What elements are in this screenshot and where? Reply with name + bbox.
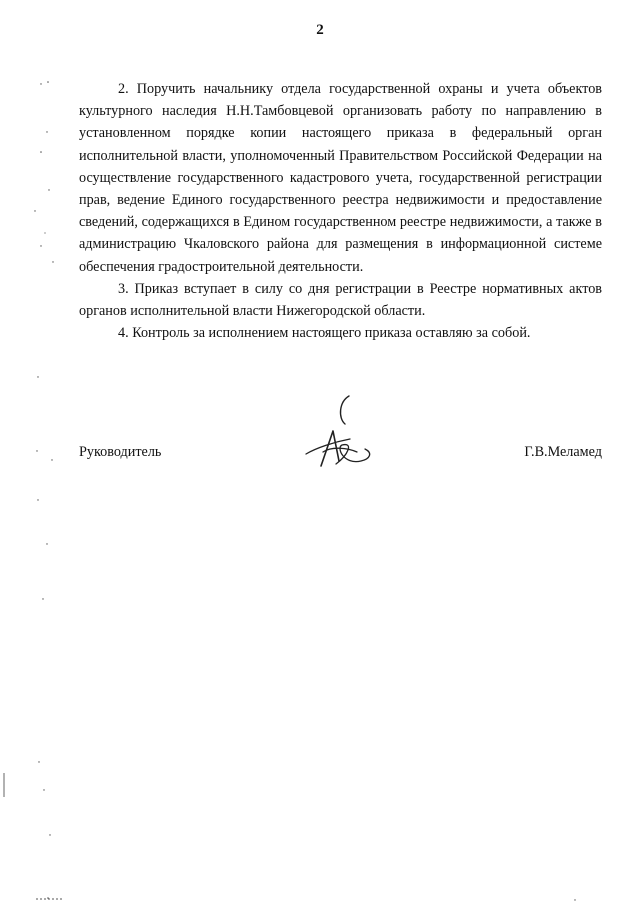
paragraph-item-4: 4. Контроль за исполнением настоящего приказа оставляю за собой. [118, 325, 531, 342]
document-body [79, 78, 602, 344]
paragraph-item-3: 3. Приказ вступает в силу со дня регистрации в Реестре нормативных актов органов исполнительной власти Нижегородской области. [79, 280, 602, 320]
paragraph-item-2: 2. Поручить начальнику отдела государственной охраны и учета объектов культурного наследия Н.Н.Тамбовцевой организовать работу по направлению в установленном порядке копии настоящего приказа в федеральный орган исполнительной власти, уполномоченный Правительством Российской Федерации на осуществление государственного кадастрового учета, государственной регистрации прав, ведение Единого государственного реестра недвижимости и предоставление сведений, содержащихся в Едином государственном реестре недвижимости, а также в администрацию Чкаловского района для размещения в информационной системе обеспечения градостроительной деятельности. [79, 81, 602, 275]
signatory-name: Г.В.Меламед [524, 444, 602, 460]
signatory-title: Руководитель [79, 444, 162, 460]
signature-block [79, 444, 602, 468]
page-number: 2 [316, 22, 324, 38]
